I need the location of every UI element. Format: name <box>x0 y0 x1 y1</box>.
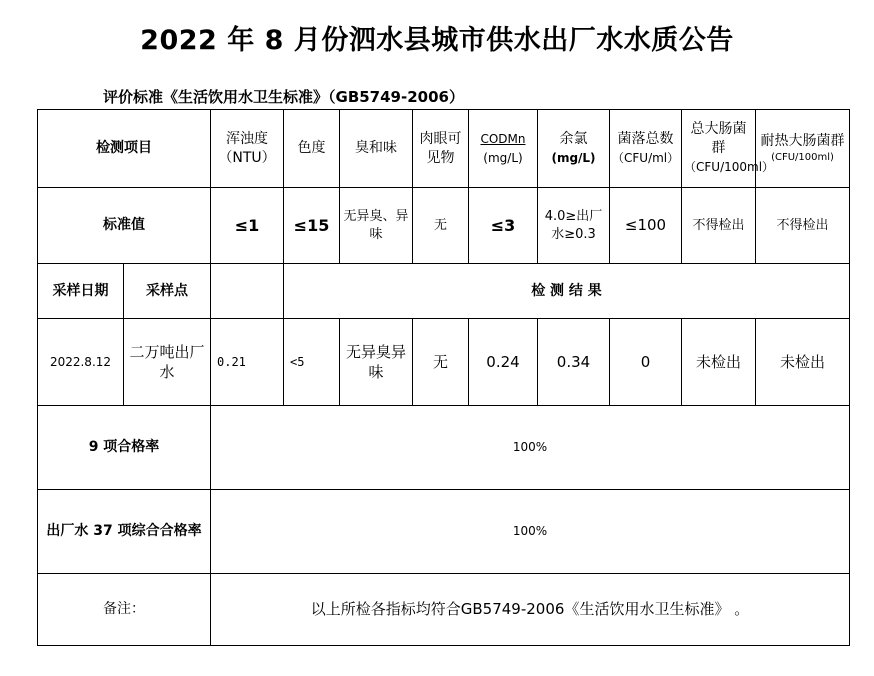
header-odor: 臭和味 <box>340 110 413 188</box>
result-codmn: 0.24 <box>469 319 538 406</box>
header-coliform-unit: （CFU/100ml） <box>684 159 775 174</box>
standard-row <box>38 188 850 264</box>
standard-odor: 无异臭、异味 <box>340 188 413 264</box>
standard-codmn: ≤3 <box>469 188 538 264</box>
header-turbidity-unit: （NTU） <box>218 149 276 166</box>
header-codmn <box>469 110 538 188</box>
header-chlorine <box>538 110 610 188</box>
sampling-point-label: 采样点 <box>124 264 211 319</box>
sampling-date-label: 采样日期 <box>38 264 124 319</box>
result-point: 二万吨出厂水 <box>124 319 211 406</box>
sampling-empty-cell <box>211 264 284 319</box>
header-chlorine-label: 余氯 <box>559 130 588 147</box>
water-quality-table <box>37 109 850 646</box>
standard-color: ≤15 <box>284 188 340 264</box>
standard-label: 标准值 <box>38 188 211 264</box>
pass37-label: 出厂水 37 项综合合格率 <box>38 490 211 574</box>
sampling-header-row <box>38 264 850 319</box>
pass9-row <box>38 406 850 490</box>
standard-colony: ≤100 <box>610 188 682 264</box>
header-thermo-unit: (CFU/100ml) <box>771 152 834 164</box>
header-coliform <box>682 110 775 188</box>
header-thermo-label: 耐热大肠菌群 <box>760 133 845 150</box>
header-thermo <box>756 110 850 188</box>
result-odor: 无异臭异味 <box>340 319 413 406</box>
pass9-value: 100% <box>211 406 850 490</box>
header-item: 检测项目 <box>38 110 211 188</box>
header-turbidity-label: 浑浊度 <box>226 130 268 147</box>
result-row <box>38 319 850 406</box>
result-thermo: 未检出 <box>756 319 850 406</box>
header-chlorine-unit: (mg/L) <box>551 150 596 165</box>
header-codmn-unit: (mg/L) <box>483 150 523 165</box>
results-label: 检 测 结 果 <box>284 264 850 319</box>
remark-row <box>38 574 850 646</box>
pass9-label: 9 项合格率 <box>38 406 211 490</box>
remark-text: 以上所检各指标均符合GB5749-2006《生活饮用水卫生标准》 。 <box>211 574 850 646</box>
standard-visible: 无 <box>413 188 469 264</box>
header-codmn-label: CODMn <box>480 131 526 146</box>
result-chlorine: 0.34 <box>538 319 610 406</box>
standard-line: 评价标准《生活饮用水卫生标准》（GB5749-2006） <box>103 88 464 106</box>
header-turbidity <box>211 110 284 188</box>
remark-label: 备注： <box>38 574 211 646</box>
result-colony: 0 <box>610 319 682 406</box>
result-date: 2022.8.12 <box>38 319 124 406</box>
header-color: 色度 <box>284 110 340 188</box>
header-visible: 肉眼可见物 <box>413 110 469 188</box>
result-coliform: 未检出 <box>682 319 756 406</box>
header-colony-label: 菌落总数 <box>617 130 674 147</box>
pass37-value: 100% <box>211 490 850 574</box>
header-colony <box>610 110 682 188</box>
standard-chlorine: 4.0≥出厂水≥0.3 <box>538 188 610 264</box>
result-color: <5 <box>284 319 340 406</box>
standard-thermo: 不得检出 <box>756 188 850 264</box>
standard-turbidity: ≤1 <box>211 188 284 264</box>
pass37-row <box>38 490 850 574</box>
header-colony-unit: （CFU/ml） <box>612 150 680 165</box>
standard-coliform: 不得检出 <box>682 188 756 264</box>
header-coliform-label: 总大肠菌群 <box>690 121 747 157</box>
result-visible: 无 <box>413 319 469 406</box>
page-title: 2022 年 8 月份泗水县城市供水出厂水水质公告 <box>140 25 734 56</box>
result-turbidity: 0.21 <box>211 319 284 406</box>
header-row <box>38 110 850 188</box>
